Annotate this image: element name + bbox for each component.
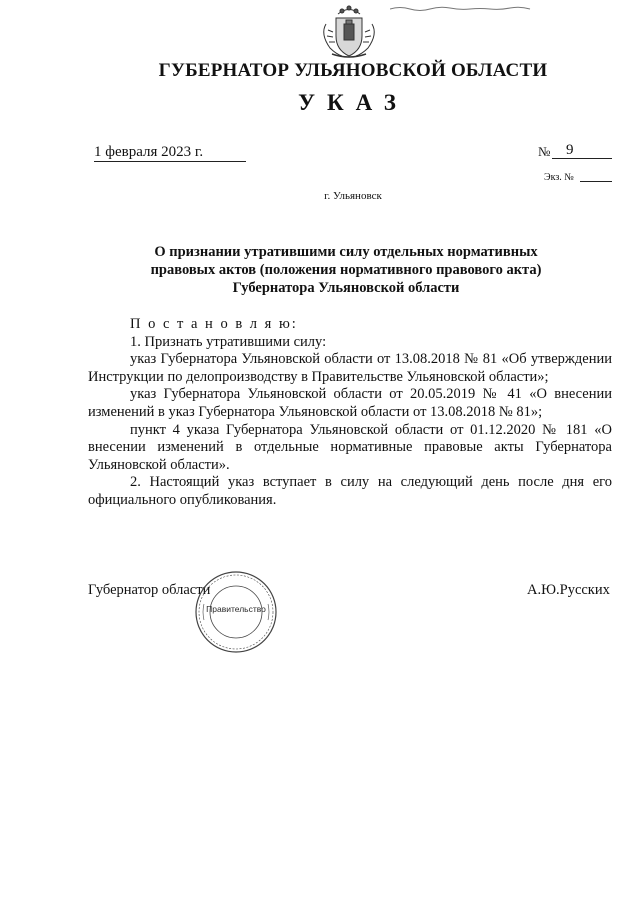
body-paragraph: 1. Признать утратившими силу: xyxy=(130,333,327,350)
copy-number-mark: Экз. № xyxy=(544,172,574,183)
scan-artifact xyxy=(390,4,560,14)
body-paragraph: пункт 4 указа Губернатора Ульяновской области от 01.12.2020 № 181 «О внесении изменений в отдельные нормативные правовые акты Губернатора Ульяновской области». xyxy=(88,421,612,473)
date-underline xyxy=(94,161,246,162)
body-paragraph: указ Губернатора Ульяновской области от 13.08.2018 № 81 «Об утверждении Инструкции по делопроизводству в Правительстве Ульяновской области»; xyxy=(88,351,612,385)
city: г. Ульяновск xyxy=(324,190,382,202)
document-body xyxy=(88,316,612,510)
number-underline xyxy=(552,158,612,159)
document-date: 1 февраля 2023 г. xyxy=(94,144,204,160)
body-paragraph: 2. Настоящий указ вступает в силу на следующий день после дня его официального опубликования. xyxy=(88,474,612,508)
document-title xyxy=(120,243,572,297)
body-paragraph: указ Губернатора Ульяновской области от 20.05.2019 № 41 «О внесении изменений в указ Губернатора Ульяновской области от 13.08.2018 № 81»; xyxy=(88,386,612,420)
document-type: УКАЗ xyxy=(298,90,408,115)
title-line: О признании утратившими силу отдельных нормативных xyxy=(154,244,538,260)
number-mark: № xyxy=(538,144,551,159)
signer-title: Губернатор области xyxy=(88,582,211,598)
signer-name: А.Ю.Русских xyxy=(527,582,610,598)
title-line: Губернатора Ульяновской области xyxy=(232,280,460,296)
issuing-authority: ГУБЕРНАТОР УЛЬЯНОВСКОЙ ОБЛАСТИ xyxy=(158,60,548,81)
copy-number-underline xyxy=(580,181,612,182)
seal-text: Правительство xyxy=(206,604,266,614)
title-line: правовых актов (положения нормативного правового акта) xyxy=(150,262,542,278)
coat-of-arms-emblem xyxy=(318,4,380,60)
document-number: 9 xyxy=(566,142,574,158)
decree-word: П о с т а н о в л я ю: xyxy=(130,316,298,332)
